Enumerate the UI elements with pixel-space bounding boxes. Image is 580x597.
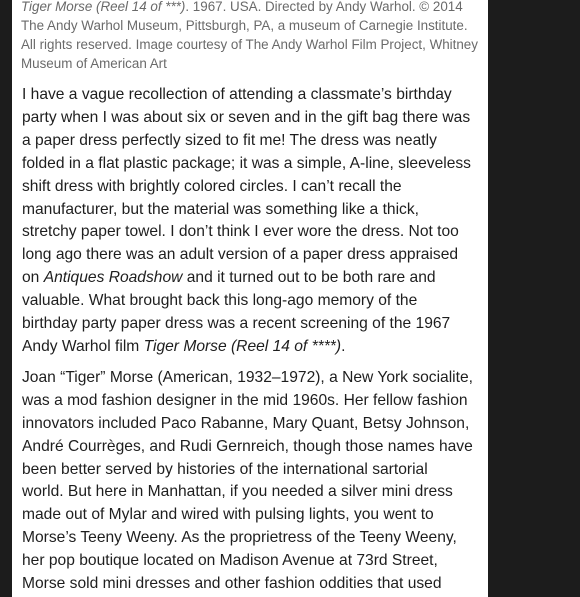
text-line: was a mod fashion designer in the mid 1960s. Her fellow fashion [22, 391, 468, 409]
body-paragraph-2 [12, 367, 488, 596]
text-line: Joan “Tiger” Morse (American, 1932–1972), a New York socialite, [22, 368, 473, 386]
text-line: shift dress with brightly colored circles. I can’t recall the [22, 177, 402, 195]
text-line: her pop boutique located on Madison Avenue at 73rd Street, [22, 552, 438, 570]
show-title: Antiques Roadshow [43, 269, 183, 287]
text-line: I have a vague recollection of attending a classmate’s birthday [22, 86, 452, 103]
text-line: birthday party paper dress was a recent screening of the 1967 [22, 315, 451, 333]
text-line: on Antiques Roadshow and it turned out to be both rare and [22, 269, 436, 287]
text-line: stretchy paper towel. I don’t think I ever wore the dress. Not too [22, 223, 459, 241]
text-line: been better served by histories of the international sartorial [22, 460, 428, 478]
text-line: Andy Warhol film Tiger Morse (Reel 14 of ****). [22, 337, 346, 355]
image-caption [12, 0, 487, 73]
caption-line: All rights reserved. Image courtesy of The Andy Warhol Film Project, Whitney [21, 37, 478, 52]
text-line: folded in a flat plastic package; it was a simple, A-line, sleeveless [22, 154, 471, 172]
body-paragraph-1 [12, 84, 488, 359]
dark-side-panel [488, 0, 580, 580]
article-page [12, 0, 488, 597]
text-line: party when I was about six or seven and in the gift bag there was [22, 108, 471, 126]
caption-line: The Andy Warhol Museum, Pittsburgh, PA, a museum of Carnegie Institute. [21, 18, 468, 33]
text-line: a paper dress perfectly sized to fit me! The dress was neatly [22, 131, 437, 149]
film-title: Tiger Morse (Reel 14 of ****) [143, 337, 342, 355]
text-line: manufacturer, but the material was something like a thick, [22, 200, 419, 218]
text-line: Morse’s Teeny Weeny. As the proprietress of the Teeny Weeny, [22, 529, 457, 547]
text-line: valuable. What brought back this long-ago memory of the [22, 292, 418, 310]
text-line: long ago there was an adult version of a paper dress appraised [22, 246, 459, 264]
caption-film-title: Tiger Morse (Reel 14 of ***) [21, 0, 186, 14]
text-line: André Courrèges, and Rudi Gernreich, though those names have [22, 437, 473, 455]
text-line: world. But here in Manhattan, if you needed a silver mini dress [22, 483, 453, 501]
text-line: Morse sold mini dresses and other fashion oddities that used [22, 575, 442, 593]
caption-line: Museum of American Art [21, 56, 167, 71]
caption-line: Tiger Morse (Reel 14 of ***). 1967. USA. Directed by Andy Warhol. © 2014 [21, 0, 463, 14]
text-line: made out of Mylar and wired with pulsing lights, you went to [22, 506, 434, 524]
text-line: innovators included Paco Rabanne, Mary Quant, Betsy Johnson, [22, 414, 470, 432]
